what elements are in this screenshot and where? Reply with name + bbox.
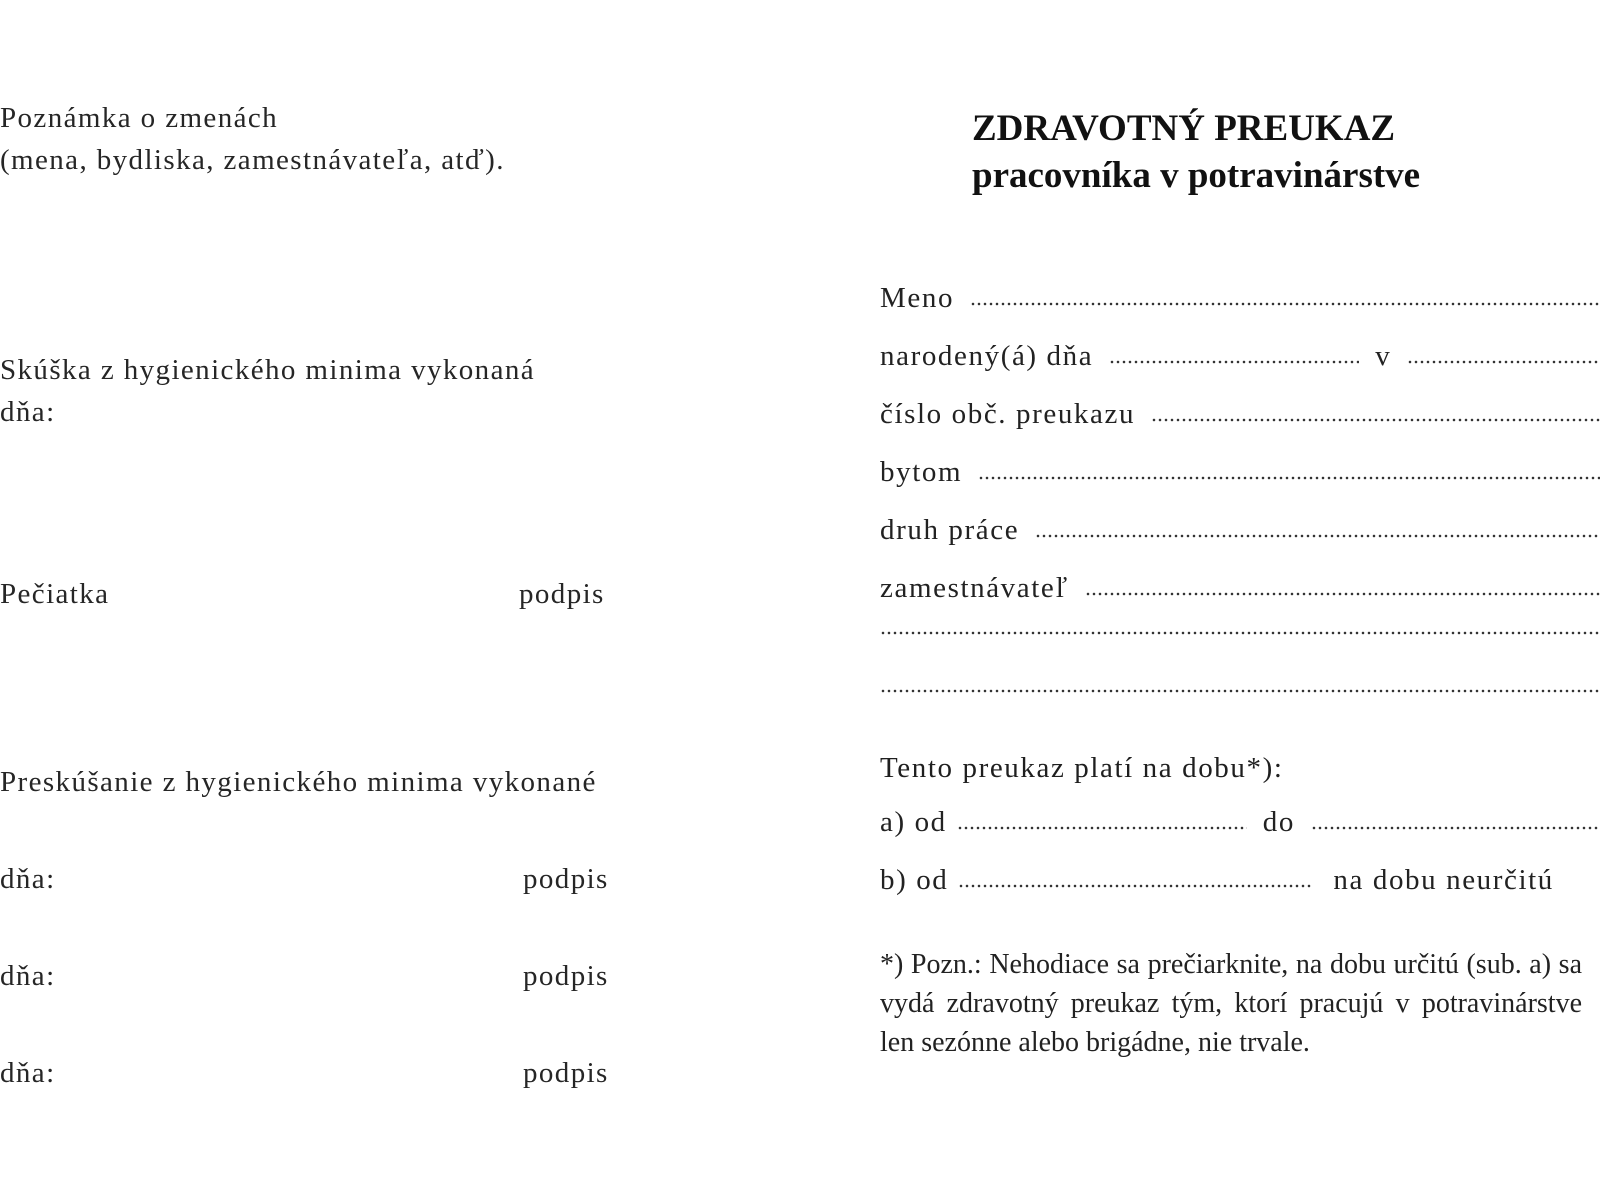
employer-field[interactable] (880, 572, 1600, 606)
residence-dotted-line (978, 475, 1600, 481)
exam-signature-label: podpis (519, 578, 605, 610)
id-number-label: číslo obč. preukazu (880, 398, 1136, 430)
name-field[interactable] (880, 282, 1600, 316)
reexam-date-label: dňa: (0, 863, 56, 895)
residence-field[interactable] (880, 456, 1600, 490)
option-b-from-dotted-line (958, 883, 1313, 889)
name-dotted-line (970, 301, 1600, 307)
option-a-from-dotted-line (957, 825, 1247, 831)
document-subtitle: pracovníka v potravinárstve (972, 155, 1421, 196)
extra-dotted-line (880, 630, 1600, 636)
reexam-heading: Preskúšanie z hygienického minima vykonané (0, 766, 597, 798)
option-a-from-label: a) od (880, 806, 947, 838)
changes-note-heading: Poznámka o zmenách (0, 102, 279, 134)
validity-option-a[interactable] (880, 806, 1600, 840)
extra-dotted-line (880, 688, 1600, 694)
birth-date-dotted-line (1109, 359, 1359, 365)
reexam-date-label: dňa: (0, 1057, 56, 1089)
residence-label: bytom (880, 456, 963, 488)
option-a-to-dotted-line (1311, 825, 1600, 831)
document-title: ZDRAVOTNÝ PREUKAZ (972, 108, 1396, 149)
work-type-label: druh práce (880, 514, 1020, 546)
birth-place-label: v (1375, 340, 1392, 372)
birth-date-label: narodený(á) dňa (880, 340, 1094, 372)
option-b-from-label: b) od (880, 864, 949, 896)
reexam-signature-label: podpis (523, 863, 609, 895)
extra-line-field[interactable] (880, 630, 1600, 664)
option-a-to-label: do (1262, 806, 1295, 838)
extra-line-field[interactable] (880, 688, 1600, 722)
reexam-signature-label: podpis (523, 960, 609, 992)
validity-option-b[interactable] (880, 864, 1600, 898)
work-type-dotted-line (1035, 533, 1600, 539)
birth-place-dotted-line (1407, 359, 1600, 365)
id-number-dotted-line (1151, 417, 1600, 423)
id-number-field[interactable] (880, 398, 1600, 432)
option-b-indefinite-label: na dobu neurčitú (1333, 864, 1554, 896)
birth-field[interactable] (880, 340, 1600, 374)
validity-heading: Tento preukaz platí na dobu*): (880, 752, 1284, 784)
footnote: *) Pozn.: Nehodiace sa prečiarknite, na dobu určitú (sub. a) sa vydá zdravotný preukaz tým, ktorí pracujú v potravinárstve len sezónne alebo brigádne, nie trvale. (880, 949, 1582, 1058)
employer-label: zamestnávateľ (880, 572, 1069, 604)
exam-heading: Skúška z hygienického minima vykonaná (0, 354, 536, 386)
name-label: Meno (880, 282, 955, 314)
stamp-label: Pečiatka (0, 578, 110, 610)
changes-note-subheading: (mena, bydliska, zamestnávateľa, atď). (0, 144, 505, 176)
exam-date-label: dňa: (0, 396, 56, 428)
employer-dotted-line (1085, 591, 1600, 597)
work-type-field[interactable] (880, 514, 1600, 548)
reexam-date-label: dňa: (0, 960, 56, 992)
reexam-signature-label: podpis (523, 1057, 609, 1089)
